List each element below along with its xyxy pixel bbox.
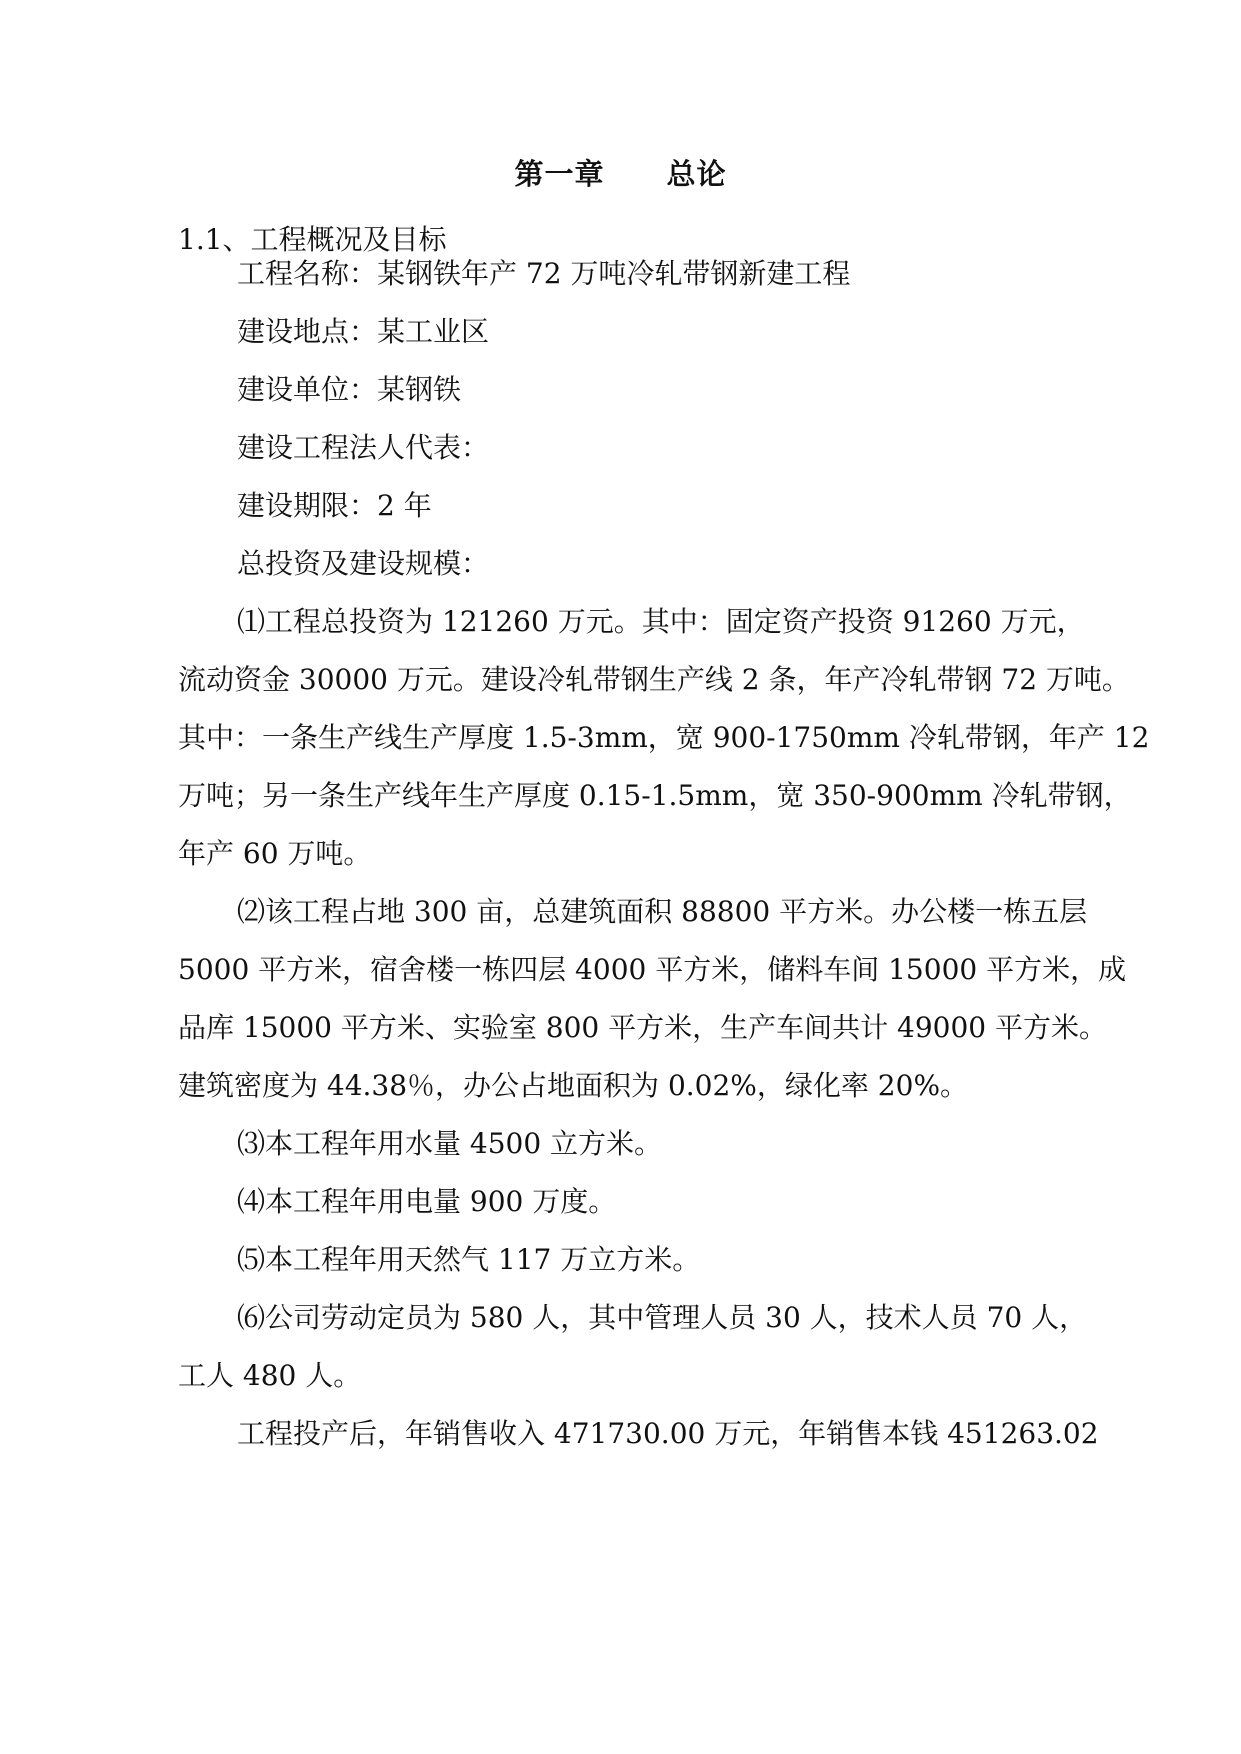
chapter-name: 总论 — [666, 157, 727, 191]
paragraph-line: 品库 15000 平方米、实验室 800 平方米，生产车间共计 49000 平方米。 — [178, 1011, 1107, 1044]
legal-rep-line: 建设工程法人代表： — [237, 431, 490, 464]
project-name-line: 工程名称：某钢铁年产 72 万吨冷轧带钢新建工程 — [237, 257, 851, 290]
chapter-title — [0, 152, 1241, 193]
chapter-number: 第一章 — [514, 157, 605, 191]
paragraph-line: 5000 平方米，宿舍楼一栋四层 4000 平方米，储料车间 15000 平方米，成 — [178, 953, 1127, 986]
water-line: ⑶本工程年用水量 4500 立方米。 — [237, 1127, 663, 1160]
section-heading: 1.1、工程概况及目标 — [178, 223, 447, 256]
owner-line: 建设单位：某钢铁 — [237, 373, 462, 406]
gas-line: ⑸本工程年用天然气 117 万立方米。 — [237, 1243, 701, 1276]
paragraph-line: 其中：一条生产线生产厚度 1.5-3mm，宽 900-1750mm 冷轧带钢，年产 12 — [178, 721, 1150, 754]
revenue-line: 工程投产后，年销售收入 471730.00 万元，年销售本钱 451263.02 — [237, 1417, 1099, 1450]
paragraph-line: 建筑密度为 44.38％，办公占地面积为 0.02%，绿化率 20%。 — [178, 1069, 969, 1102]
paragraph-line: 流动资金 30000 万元。建设冷轧带钢生产线 2 条，年产冷轧带钢 72 万吨。 — [178, 663, 1130, 696]
paragraph-line: 年产 60 万吨。 — [178, 837, 372, 870]
electricity-line: ⑷本工程年用电量 900 万度。 — [237, 1185, 617, 1218]
paragraph-line: 万吨；另一条生产线年生产厚度 0.15-1.5mm，宽 350-900mm 冷轧带钢， — [178, 779, 1132, 812]
staffing-line: 工人 480 人。 — [178, 1359, 362, 1392]
paragraph-line: ⑵该工程占地 300 亩，总建筑面积 88800 平方米。办公楼一栋五层 — [237, 895, 1088, 928]
paragraph-line: ⑴工程总投资为 121260 万元。其中：固定资产投资 91260 万元， — [237, 605, 1085, 638]
staffing-line: ⑹公司劳动定员为 580 人，其中管理人员 30 人，技术人员 70 人， — [237, 1301, 1088, 1334]
site-line: 建设地点：某工业区 — [237, 315, 490, 348]
duration-line: 建设期限：2 年 — [237, 489, 432, 522]
investment-heading-line: 总投资及建设规模： — [237, 547, 490, 580]
